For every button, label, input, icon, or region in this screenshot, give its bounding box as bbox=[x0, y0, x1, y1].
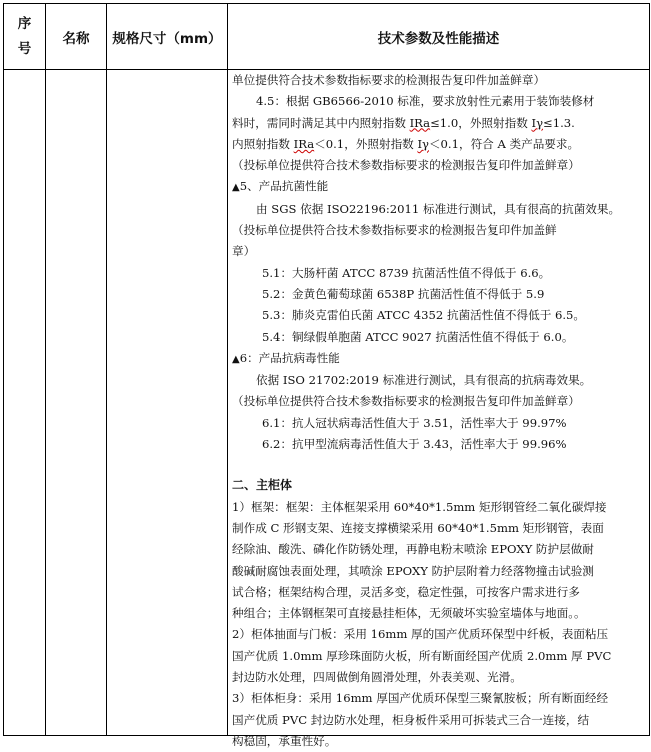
list-item: 6.1：抗人冠状病毒活性值大于 3.51，活性率大于 99.97% bbox=[262, 415, 567, 430]
list-item: 5.2：金黄色葡萄球菌 6538P 抗菌活性值不得低于 5.9 bbox=[262, 286, 545, 301]
chapter-heading: 二、主柜体 bbox=[232, 478, 293, 493]
cell-spec-size bbox=[107, 70, 228, 736]
tech-description bbox=[228, 70, 649, 748]
header-name: 名称 bbox=[46, 4, 107, 70]
header-spec-size: 规格尺寸（mm） bbox=[107, 4, 228, 70]
spacer bbox=[232, 455, 647, 475]
text-line: 4.5：根据 GB6566-2010 标准，要求放射性元素用于装饰装修材 bbox=[256, 94, 595, 109]
section-heading: ▲6：产品抗病毒性能 bbox=[232, 350, 340, 365]
text-line: 章） bbox=[232, 244, 256, 259]
text-line: 国产优质 1.0mm 厚珍珠面防火板，所有断面经国产优质 2.0mm 厚 PVC bbox=[232, 648, 612, 663]
text-line: 由 SGS 依据 ISO22196:2011 标准进行测试，具有很高的抗菌效果。 bbox=[256, 201, 621, 216]
cell-tech-params bbox=[228, 70, 650, 748]
text-line: 1）框架：框架：主体框架采用 60*40*1.5mm 矩形钢管经二氧化碳焊接 bbox=[232, 499, 607, 514]
content-row bbox=[4, 70, 650, 736]
section-heading: ▲5、产品抗菌性能 bbox=[232, 179, 329, 194]
list-item: 5.3：肺炎克雷伯氏菌 ATCC 4352 抗菌活性值不得低于 6.5。 bbox=[262, 308, 586, 323]
text-line: 内照射指数 IRa＜0.1，外照射指数 Iγ＜0.1，符合 A 类产品要求。 bbox=[232, 136, 580, 151]
text-line: （投标单位提供符合技术参数指标要求的检测报告复印件加盖鲜章） bbox=[232, 158, 580, 173]
text-line: 种组合；主体钢框架可直接悬挂柜体，无须破坏实验室墙体与地面。。 bbox=[232, 606, 586, 621]
cell-serial-number bbox=[4, 70, 46, 736]
triangle-marker-icon: ▲ bbox=[232, 182, 240, 194]
text-line: 构稳固，承重性好。 bbox=[232, 733, 337, 748]
text-line: 制作成 C 形钢支架、连接支撑横梁采用 60*40*1.5mm 矩形钢管，表面 bbox=[232, 520, 604, 535]
header-tech-params: 技术参数及性能描述 bbox=[228, 4, 650, 70]
header-serial-number: 序号 bbox=[4, 4, 46, 70]
text-line: 2）柜体抽面与门板：采用 16mm 厚的国产优质环保型中纤板，表面粘压 bbox=[232, 627, 609, 642]
cell-name bbox=[46, 70, 107, 736]
header-row bbox=[4, 4, 650, 70]
list-item: 5.4：铜绿假单胞菌 ATCC 9027 抗菌活性值不得低于 6.0。 bbox=[262, 329, 574, 344]
text-line: 3）柜体柜身：采用 16mm 厚国产优质环保型三聚氰胺板；所有断面经经 bbox=[232, 691, 609, 706]
spec-table bbox=[3, 3, 650, 748]
text-line: 依据 ISO 21702:2019 标准进行测试，具有很高的抗病毒效果。 bbox=[256, 373, 592, 388]
text-line: 单位提供符合技术参数指标要求的检测报告复印件加盖鲜章） bbox=[232, 73, 546, 87]
list-item: 6.2：抗甲型流病毒活性值大于 3.43，活性率大于 99.96% bbox=[262, 437, 567, 452]
text-line: 试合格；框架结构合理，灵活多变，稳定性强，可按客户需求进行多 bbox=[232, 584, 580, 599]
list-item: 5.1：大肠杆菌 ATCC 8739 抗菌活性值不得低于 6.6。 bbox=[262, 265, 551, 280]
triangle-marker-icon: ▲ bbox=[232, 353, 240, 365]
text-line: 料时，需同时满足其中内照射指数 IRa≤1.0，外照射指数 Iγ≤1.3. bbox=[232, 115, 575, 130]
text-line: 国产优质 PVC 封边防水处理，柜身板件采用可拆装式三合一连接，结 bbox=[232, 712, 590, 727]
text-line: 封边防水处理，四周做倒角圆滑处理，外表美观、光滑。 bbox=[232, 670, 522, 685]
text-line: 经除油、酸洗、磷化作防锈处理，再静电粉末喷涂 EPOXY 防护层做耐 bbox=[232, 542, 594, 557]
text-line: 酸碱耐腐蚀表面处理，其喷涂 EPOXY 防护层附着力经落物撞击试验测 bbox=[232, 563, 594, 578]
text-line: （投标单位提供符合技术参数指标要求的检测报告复印件加盖鲜章） bbox=[232, 394, 580, 409]
text-line: （投标单位提供符合技术参数指标要求的检测报告复印件加盖鲜 bbox=[232, 223, 557, 238]
